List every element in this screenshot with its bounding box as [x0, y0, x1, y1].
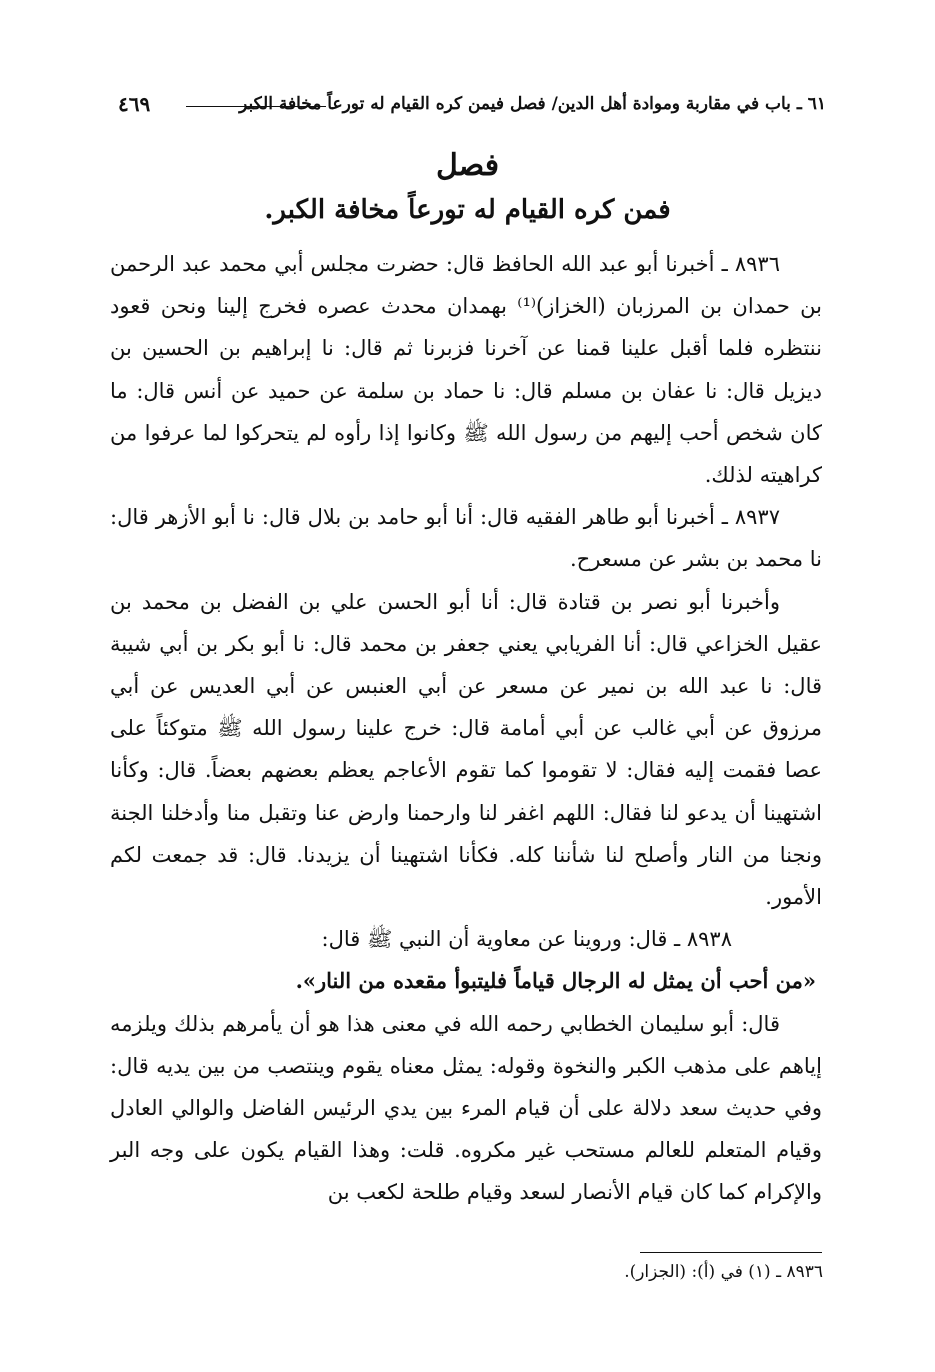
paragraph-8937: ٨٩٣٧ ـ أخبرنا أبو طاهر الفقيه قال: أنا أبو حامد بن بلال قال: نا أبو الأزهر قال: نا محمد بن بشر عن مسعرح. — [110, 505, 822, 572]
paragraph-commentary: قال: أبو سليمان الخطابي رحمه الله في معنى هذا هو أن يأمرهم بذلك ويلزمه إياهم على مذهب الكبر والنخوة وقوله: يمثل معناه يقوم وينتصب من بين يديه قال: وفي حديث سعد دلالة على أن قيام المرء بين يدي الرئيس الفاضل والوالي العادل وقيام المتعلم للعالم مستحب غير مكروه. قلت: وهذا القيام يكون على وجه البر والإكرام كما كان قيام الأنصار لسعد وقيام طلحة لكعب بن — [110, 1011, 822, 1205]
hadith-quote: «من أحب أن يمثل له الرجال قياماً فليتبوأ مقعده من النار». — [295, 968, 816, 994]
paragraph-8938: ٨٩٣٨ ـ قال: وروينا عن معاوية أن النبي ﷺ قال: — [321, 927, 732, 952]
section-subtitle: فمن كره القيام له تورعاً مخافة الكبر. — [264, 195, 671, 225]
paragraph-8937-second-chain: وأخبرنا أبو نصر بن قتادة قال: أنا أبو الحسن علي بن الفضل بن محمد بن عقيل الخزاعي قال: أنا الفريابي يعني جعفر بن محمد قال: نا أبو بكر بن أبي شيبة قال: نا عبد الله بن نمير عن مسعر عن أبي العنبس عن أبي العديس عن أبي مرزوق عن أبي غالب عن أبي أمامة قال: خرج علينا رسول الله ﷺ متوكئاً على عصا فقمت إليه فقال: لا تقوموا كما تقوم الأعاجم يعظم بعضهم بعضاً. قال: وكأنا اشتهينا أن يدعو لنا فقال: اللهم اغفر لنا وارحمنا وارض عنا وتقبل منا وأدخلنا الجنة ونجنا من النار وأصلح لنا شأننا كله. فكأنا اشتهينا أن يزيدنا. قال: قد جمعت لكم الأمور. — [110, 589, 822, 910]
header-rule — [186, 106, 326, 107]
running-title: ٦١ ـ باب في مقاربة وموادة أهل الدين/ فصل فيمن كره القيام له تورعاً مخافة الكبر — [239, 94, 826, 114]
page-number: ٤٦٩ — [118, 92, 151, 116]
footnote: ٨٩٣٦ ـ (١) في (أ): (الجزار). — [624, 1262, 823, 1282]
running-header — [118, 92, 826, 122]
body-text — [110, 243, 822, 1214]
footnote-rule — [640, 1252, 822, 1253]
section-title: فصل — [435, 148, 500, 183]
paragraph-8936: ٨٩٣٦ ـ أخبرنا أبو عبد الله الحافظ قال: حضرت مجلس أبي محمد عبد الرحمن بن حمدان بن المرزبان (الخزاز)⁽¹⁾ بهمدان محدث عصره فخرج إلينا ونحن قعود ننتظره فلما أقبل علينا قمنا عن آخرنا فزبرنا ثم قال: نا إبراهيم بن الحسين بن ديزيل قال: نا عفان بن مسلم قال: نا حماد بن سلمة عن حميد عن أنس قال: ما كان شخص أحب إليهم من رسول الله ﷺ وكانوا إذا رأوه لم يتحركوا لما عرفوا من كراهيته لذلك. — [110, 252, 822, 488]
